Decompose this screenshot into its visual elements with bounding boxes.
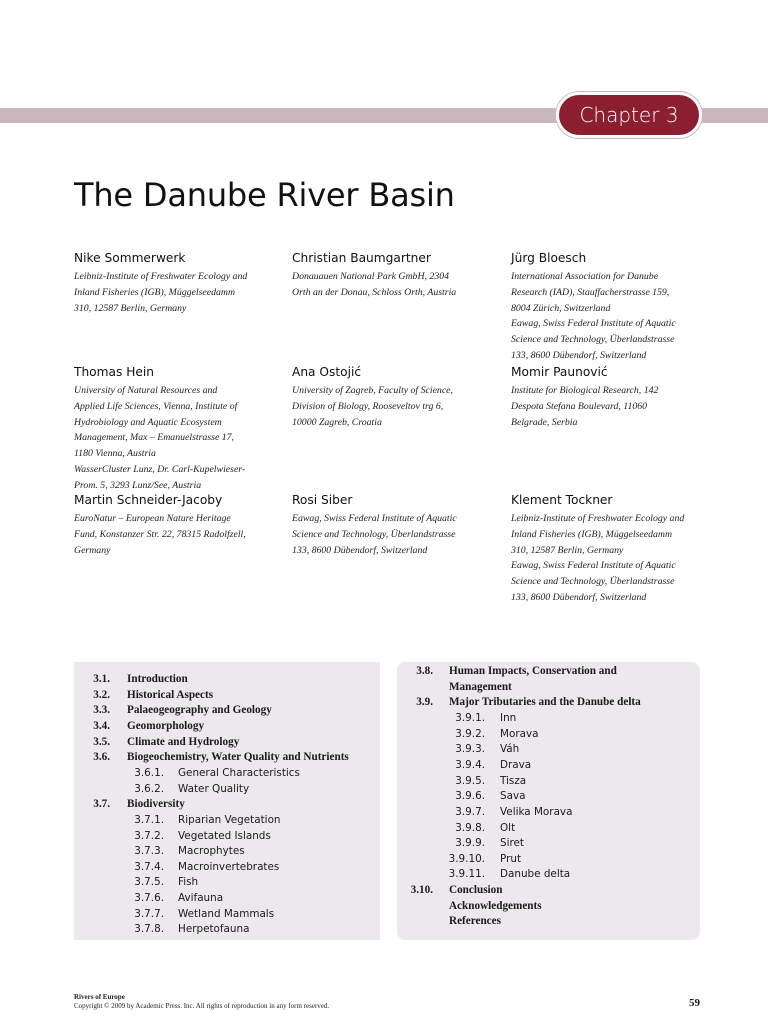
- affiliation-line: Fund, Konstanzer Str. 22, 78315 Radolfzell,: [74, 528, 246, 540]
- toc-entry-number: 3.9.2.: [455, 727, 485, 740]
- author-name: Martin Schneider-Jacoby: [74, 493, 223, 507]
- toc-entry-number: 3.7.5.: [134, 876, 164, 889]
- toc-entry-title: Fish: [178, 876, 199, 889]
- toc-entry-title: Palaeogeography and Geology: [127, 704, 272, 717]
- toc-entry-number: 3.6.1.: [134, 766, 164, 779]
- toc-entry-title: Biodiversity: [127, 798, 185, 811]
- toc-entry-title: Climate and Hydrology: [127, 735, 240, 748]
- toc-entry-number: 3.9.10.: [448, 852, 485, 865]
- toc-entry-number: 3.9.3.: [455, 743, 485, 756]
- toc-entry-title: Macrophytes: [178, 845, 245, 858]
- affiliation-line: Research (IAD), Stauffacherstrasse 159,: [511, 286, 670, 298]
- author-block: [511, 492, 716, 606]
- toc-entry-number: 3.2.: [93, 688, 110, 701]
- toc-entry-title: Váh: [500, 743, 520, 756]
- affiliation-line: Donauauen National Park GmbH, 2304: [292, 271, 450, 282]
- toc-right-panel: [397, 662, 700, 940]
- page-title: The Danube River Basin: [74, 176, 455, 214]
- affiliation-line: Institute for Biological Research, 142: [511, 385, 659, 396]
- affiliation-line: 1180 Vienna, Austria: [74, 448, 156, 460]
- toc-entry-number: 3.7.2.: [134, 829, 164, 842]
- affiliation-line: Germany: [74, 544, 111, 556]
- affiliation-line: Eawag, Swiss Federal Institute of Aquatic: [292, 513, 457, 524]
- affiliation-line: 310, 12587 Berlin, Germany: [511, 544, 624, 556]
- toc-entry-number: 3.6.2.: [134, 782, 164, 795]
- toc-entry-title: Vegetated Islands: [178, 829, 271, 842]
- author-block: [292, 364, 497, 430]
- author-block: [74, 492, 279, 558]
- affiliation-line: Leibniz-Institute of Freshwater Ecology and: [511, 513, 685, 524]
- author-affiliation: [74, 383, 279, 494]
- affiliation-line: WasserCluster Lunz, Dr. Carl-Kupelwieser-: [74, 463, 246, 475]
- author-block: [74, 250, 279, 316]
- toc-entry-title: Prut: [500, 852, 522, 865]
- toc-entry-title: Geomorphology: [127, 719, 205, 732]
- author-block: [511, 250, 716, 364]
- affiliation-line: Applied Life Sciences, Vienna, Institute of: [74, 400, 238, 412]
- toc-entry-title: General Characteristics: [178, 766, 300, 779]
- author-block: [511, 364, 716, 430]
- page-number: 59: [689, 997, 700, 1009]
- affiliation-line: University of Zagreb, Faculty of Science,: [292, 385, 453, 396]
- affiliation-line: Inland Fisheries (IGB), Müggelseedamm: [511, 528, 673, 540]
- toc-entry-number: 3.9.11.: [448, 868, 485, 881]
- footer-copyright: [74, 993, 329, 1011]
- affiliation-line: EuroNatur – European Nature Heritage: [74, 513, 231, 524]
- affiliation-line: Belgrade, Serbia: [511, 416, 578, 428]
- toc-entry-title: Olt: [500, 821, 516, 834]
- toc-entry-number: 3.7.3.: [134, 845, 164, 858]
- toc-entry-title: Sava: [500, 790, 526, 803]
- toc-entry-title: Drava: [500, 758, 532, 771]
- author-affiliation: [511, 383, 716, 430]
- affiliation-line: Science and Technology, Überlandstrasse: [511, 576, 675, 588]
- affiliation-line: 10000 Zagreb, Croatia: [292, 416, 382, 428]
- affiliation-line: 310, 12587 Berlin, Germany: [74, 302, 187, 314]
- author-block: [292, 492, 497, 558]
- affiliation-line: 8004 Zürich, Switzerland: [511, 302, 611, 314]
- author-block: [74, 364, 279, 494]
- footer-copyright-text: Copyright © 2009 by Academic Press. Inc. All rights of reproduction in any form reserved.: [74, 1002, 330, 1010]
- affiliation-line: Prom. 5, 3293 Lunz/See, Austria: [74, 479, 202, 491]
- toc-entry-title: Introduction: [127, 673, 188, 685]
- affiliation-line: International Association for Danube: [511, 271, 659, 282]
- author-name: Ana Ostojić: [292, 365, 362, 379]
- toc-entry-number: 3.9.4.: [455, 758, 485, 771]
- toc-entry-title: Danube delta: [500, 868, 571, 881]
- toc-entry-number: 3.9.5.: [455, 774, 485, 787]
- author-name: Thomas Hein: [74, 365, 154, 379]
- author-affiliation: [74, 511, 279, 558]
- toc-entry-number: 3.9.7.: [455, 805, 485, 818]
- affiliation-line: University of Natural Resources and: [74, 385, 218, 396]
- footer-book-title: Rivers of Europe: [74, 993, 125, 1001]
- toc-entry-number: 3.1.: [93, 673, 110, 685]
- affiliation-line: Despota Stefana Boulevard, 11060: [511, 400, 648, 412]
- toc-entry-title: Riparian Vegetation: [178, 813, 281, 826]
- toc-entry-title: Management: [449, 680, 512, 693]
- affiliation-line: 133, 8600 Dübendorf, Switzerland: [292, 544, 428, 556]
- author-affiliation: [292, 511, 497, 558]
- toc-entry-number: 3.5.: [93, 735, 110, 748]
- author-affiliation: [292, 383, 497, 430]
- toc-entry-title: Human Impacts, Conservation and: [449, 665, 617, 677]
- author-name: Momir Paunović: [511, 365, 608, 379]
- chapter-label: Chapter 3: [556, 92, 702, 138]
- author-name: Nike Sommerwerk: [74, 251, 186, 265]
- author-affiliation: [292, 269, 497, 301]
- toc-entry-number: 3.9.: [416, 696, 433, 709]
- toc-left-panel: [74, 662, 380, 940]
- affiliation-line: Management, Max – Emanuelstrasse 17,: [74, 432, 234, 444]
- toc-entry-number: 3.3.: [93, 704, 110, 717]
- toc-entry-title: Tisza: [500, 774, 527, 787]
- toc-entry-number: 3.7.7.: [134, 907, 164, 920]
- toc-entry-number: 3.6.: [93, 751, 110, 764]
- author-affiliation: [511, 269, 716, 364]
- affiliation-line: Inland Fisheries (IGB), Müggelseedamm: [74, 286, 236, 298]
- affiliation-line: Division of Biology, Rooseveltov trg 6,: [292, 400, 444, 412]
- author-block: [292, 250, 497, 301]
- toc-entry-title: Historical Aspects: [127, 688, 214, 701]
- toc-entry-number: 3.7.: [93, 798, 110, 811]
- affiliation-line: Science and Technology, Überlandstrasse: [292, 528, 456, 540]
- affiliation-line: Eawag, Swiss Federal Institute of Aquatic: [511, 560, 676, 572]
- author-name: Christian Baumgartner: [292, 251, 431, 265]
- toc-entry-title: Acknowledgements: [449, 899, 542, 912]
- toc-entry-title: Siret: [500, 837, 524, 850]
- toc-entry-number: 3.7.8.: [134, 923, 164, 936]
- toc-entry-number: 3.7.4.: [134, 860, 164, 873]
- toc-entry-number: 3.10.: [410, 884, 433, 897]
- affiliation-line: 133, 8600 Dübendorf, Switzerland: [511, 591, 647, 603]
- toc-entry-title: Avifauna: [178, 892, 224, 905]
- affiliation-line: Orth an der Donau, Schloss Orth, Austria: [292, 286, 457, 298]
- toc-entry-number: 3.9.1.: [455, 711, 485, 724]
- toc-entry-title: Morava: [500, 727, 539, 740]
- affiliation-line: Leibniz-Institute of Freshwater Ecology and: [74, 271, 248, 282]
- author-name: Rosi Siber: [292, 493, 353, 507]
- author-name: Jürg Bloesch: [511, 251, 587, 265]
- toc-entry-title: References: [449, 915, 501, 928]
- toc-entry-title: Inn: [500, 711, 517, 724]
- toc-entry-number: 3.4.: [93, 719, 110, 732]
- author-affiliation: [511, 511, 716, 606]
- toc-entry-title: Conclusion: [449, 884, 503, 897]
- toc-entry-title: Herpetofauna: [178, 923, 250, 936]
- affiliation-line: 133, 8600 Dübendorf, Switzerland: [511, 349, 647, 361]
- author-name: Klement Tockner: [511, 493, 613, 507]
- author-affiliation: [74, 269, 279, 316]
- toc-entry-title: Water Quality: [178, 782, 250, 795]
- toc-entry-title: Wetland Mammals: [178, 907, 275, 920]
- toc-entry-title: Biogeochemistry, Water Quality and Nutrients: [127, 751, 349, 764]
- toc-entry-number: 3.7.1.: [134, 813, 164, 826]
- toc-entry-number: 3.9.8.: [455, 821, 485, 834]
- toc-entry-title: Major Tributaries and the Danube delta: [449, 696, 641, 709]
- affiliation-line: Eawag, Swiss Federal Institute of Aquatic: [511, 318, 676, 330]
- toc-entry-title: Macroinvertebrates: [178, 860, 280, 873]
- toc-entry-number: 3.7.6.: [134, 892, 164, 905]
- toc-entry-number: 3.9.9.: [455, 837, 485, 850]
- toc-entry-number: 3.8.: [416, 665, 433, 677]
- affiliation-line: Science and Technology, Überlandstrasse: [511, 334, 675, 346]
- toc-entry-number: 3.9.6.: [455, 790, 485, 803]
- affiliation-line: Hydrobiology and Aquatic Ecosystem: [74, 416, 222, 428]
- toc-entry-title: Velika Morava: [500, 805, 573, 818]
